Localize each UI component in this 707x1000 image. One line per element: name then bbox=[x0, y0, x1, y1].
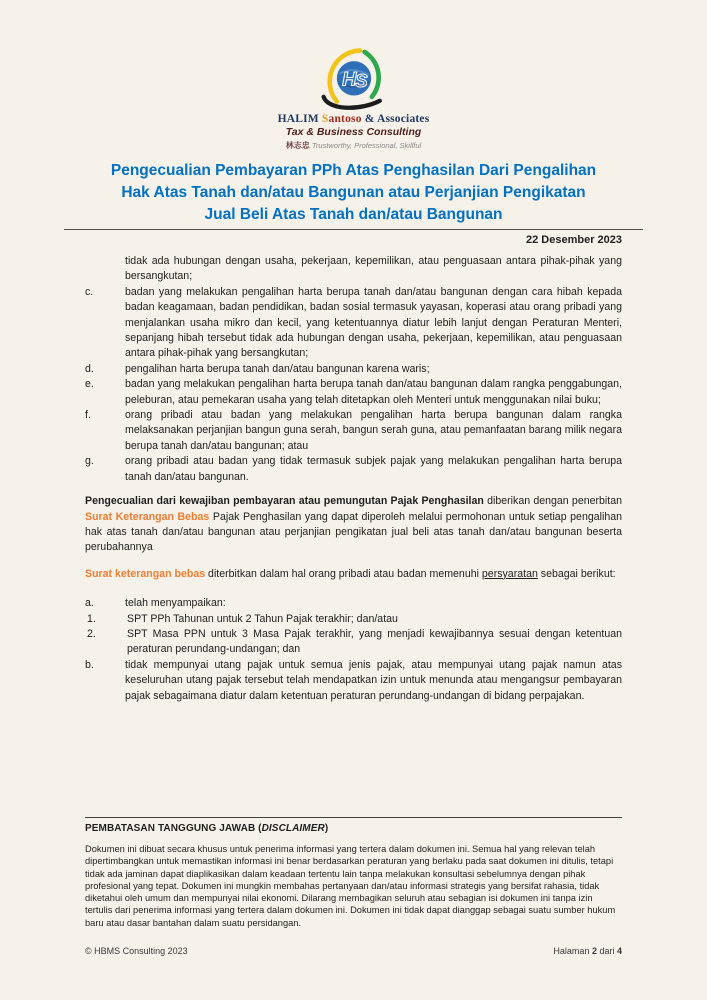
list-marker: f. bbox=[85, 409, 91, 422]
brand-name-antoso: antoso bbox=[328, 113, 362, 125]
paragraph-exemption bbox=[85, 494, 622, 556]
brand-motto-chinese: 林志忠 bbox=[285, 141, 310, 150]
underlined-persyaratan: persyaratan bbox=[481, 567, 538, 580]
list-marker: a. bbox=[85, 597, 94, 610]
list-text: tidak mempunyai utang pajak untuk semua jenis pajak, atau mempunyai utang pajak namun atas keseluruhan utang pajak tersebut telah mendapatkan izin untuk menunda atau mengangsur pembayaran pajak sebagaimana diatur dalam ketentuan peraturan perundang-undangan di bidang perpajakan. bbox=[125, 658, 622, 702]
list-text: pengalihan harta berupa tanah dan/atau bangunan karena waris; bbox=[125, 362, 430, 375]
list-item-d bbox=[85, 362, 622, 377]
paragraph-text: Pajak Penghasilan yang dapat diperoleh melalui permohonan untuk setiap pengalihan hak atas tanah dan/atau bangunan atau perjanjian pengikatan jual beli atas tanah dan/atau bangunan beserta perubahannya bbox=[85, 510, 622, 554]
disclaimer-body: Dokumen ini dibuat secara khusus untuk penerima informasi yang tertera dalam dokumen ini. Semua hal yang relevan telah dipertimbangkan untuk memastikan informasi ini benar berdasarkan peraturan yang berlaku pada saat dokumen ini ditulis, tetapi tidak ada jaminan dapat diaplikasikan dalam keadaan tertentu lain tanpa melakukan konsultasi sebelumnya dengan pihak profesional yang tepat. Dokumen ini mungkin membahas pertanyaan dan/atau informasi strategis yang bersifat rahasia, tidak diketahui oleh umum dan mempunyai nilai ekonomi. Dilarang membagikan seluruh atau sebagian isi dokumen ini tanpa izin tertulis dari penerima informasi yang tertera dalam dokumen ini. Dokumen ini tidak dapat dianggap sebagai suatu sumber hukum baru atau dasar bantahan dalam suatu persidangan. bbox=[85, 844, 616, 928]
title-line-2: Hak Atas Tanah dan/atau Bangunan atau Perjanjian Pengikatan bbox=[121, 184, 586, 201]
list-marker: 1. bbox=[87, 612, 96, 625]
title-line-1: Pengecualian Pembayaran PPh Atas Penghasilan Dari Pengalihan bbox=[110, 162, 597, 179]
brand-tagline: Tax & Business Consulting bbox=[285, 126, 422, 138]
page-total: 4 bbox=[616, 946, 622, 956]
list-text: tidak ada hubungan dengan usaha, pekerjaan, kepemilikan, atau penguasaan antara pihak-pihak yang bersangkutan; bbox=[125, 255, 622, 283]
sublist-item-2 bbox=[87, 627, 622, 658]
paragraph-text: diberikan dengan penerbitan bbox=[483, 495, 622, 508]
list-marker: g. bbox=[85, 455, 94, 468]
brand-name-associates: & Associates bbox=[361, 113, 430, 125]
list-text: badan yang melakukan pengalihan harta berupa tanah dan/atau bangunan dengan cara hibah kepada badan keagamaan, badan pendidikan, badan sosial termasuk yayasan, koperasi atau orang pribadi yang menjalankan usaha mikro dan kecil, yang ketentuannya diatur lebih lanjut dengan Peraturan Menteri, sepanjang hibah tersebut tidak ada hubungan dengan usaha, pekerjaan, kepemilikan, atau penguasaan antara pihak-pihak yang bersangkutan; bbox=[125, 285, 622, 360]
brand-name bbox=[0, 113, 707, 125]
highlight-surat-keterangan-bebas: Surat Keterangan Bebas bbox=[85, 510, 210, 523]
list-marker: 2. bbox=[87, 627, 96, 640]
list-text: orang pribadi atau badan yang tidak termasuk subjek pajak yang melakukan pengalihan harta berupa tanah dan/atau bangunan. bbox=[125, 455, 622, 483]
list-text: badan yang melakukan pengalihan harta berupa tanah dan/atau bangunan dalam rangka penggabungan, peleburan, atau pemekaran usaha yang telah ditetapkan oleh Menteri untuk menggunakan nilai buku; bbox=[125, 378, 622, 406]
document-date: 22 Desember 2023 bbox=[525, 234, 622, 246]
page-number: 2 bbox=[591, 946, 597, 956]
disclaimer-heading bbox=[85, 823, 622, 835]
disclaimer-section bbox=[85, 817, 622, 929]
company-logo-icon bbox=[298, 46, 410, 112]
paragraph-requirements bbox=[85, 567, 622, 582]
disclaimer-heading-italic: DISCLAIMER bbox=[261, 823, 325, 834]
brand-name-halim: HALIM bbox=[277, 113, 322, 125]
paragraph-bold-lead: Pengecualian dari kewajiban pembayaran atau pemungutan Pajak Penghasilan bbox=[85, 495, 484, 508]
requirements-list bbox=[85, 596, 622, 704]
page-indicator-label: dari bbox=[596, 946, 617, 956]
brand-motto-english: Trustworthy, Professional, Skillful bbox=[311, 141, 422, 150]
brand-motto bbox=[0, 141, 707, 150]
list-item-e bbox=[85, 377, 622, 408]
paragraph-text: sebagai berikut: bbox=[537, 567, 616, 580]
list-marker: e. bbox=[85, 378, 94, 391]
document-title bbox=[56, 160, 651, 226]
document-body bbox=[85, 254, 622, 704]
header bbox=[0, 0, 707, 150]
list-item-c bbox=[85, 285, 622, 362]
page-footer bbox=[85, 946, 622, 956]
highlight-surat-keterangan-bebas: Surat keterangan bebas bbox=[85, 567, 206, 580]
paragraph-text: diterbitkan dalam hal orang pribadi atau badan memenuhi bbox=[205, 567, 482, 580]
list-item-b bbox=[85, 658, 622, 704]
svg-text:S: S bbox=[354, 69, 368, 91]
page-indicator-label: Halaman bbox=[553, 946, 592, 956]
list-text: orang pribadi atau badan yang melakukan pengalihan harta berupa bangunan dalam rangka melaksanakan perjanjian bangun guna serah, bangun serah guna, atau pemanfaatan barang milik negara berupa tanah dan/atau bangunan; atau bbox=[125, 409, 622, 452]
list-item-f bbox=[85, 408, 622, 454]
list-text: SPT PPh Tahunan untuk 2 Tahun Pajak terakhir; dan/atau bbox=[127, 612, 398, 625]
disclaimer-heading-text: PEMBATASAN TANGGUNG JAWAB ( bbox=[85, 823, 262, 834]
sublist-item-1 bbox=[87, 612, 622, 627]
list-item-g bbox=[85, 454, 622, 485]
disclaimer-heading-text: ) bbox=[324, 823, 329, 834]
list-marker: b. bbox=[85, 658, 94, 671]
svg-text:H: H bbox=[341, 68, 356, 91]
page-indicator bbox=[553, 946, 622, 956]
brand-name-s: S bbox=[321, 113, 329, 125]
list-marker: d. bbox=[85, 362, 94, 375]
list-marker bbox=[85, 254, 125, 285]
title-divider bbox=[64, 229, 643, 230]
list-item-continuation bbox=[85, 254, 622, 285]
list-text: SPT Masa PPN untuk 3 Masa Pajak terakhir, yang menjadi kewajibannya sesuai dengan ketentuan peraturan perundang-undangan; dan bbox=[127, 627, 622, 656]
list-text: telah menyampaikan: bbox=[125, 597, 226, 610]
list-marker: c. bbox=[85, 285, 94, 298]
title-line-3: Jual Beli Atas Tanah dan/atau Bangunan bbox=[204, 206, 503, 223]
footer-copyright: © HBMS Consulting 2023 bbox=[85, 946, 188, 956]
list-item-a bbox=[85, 596, 622, 611]
